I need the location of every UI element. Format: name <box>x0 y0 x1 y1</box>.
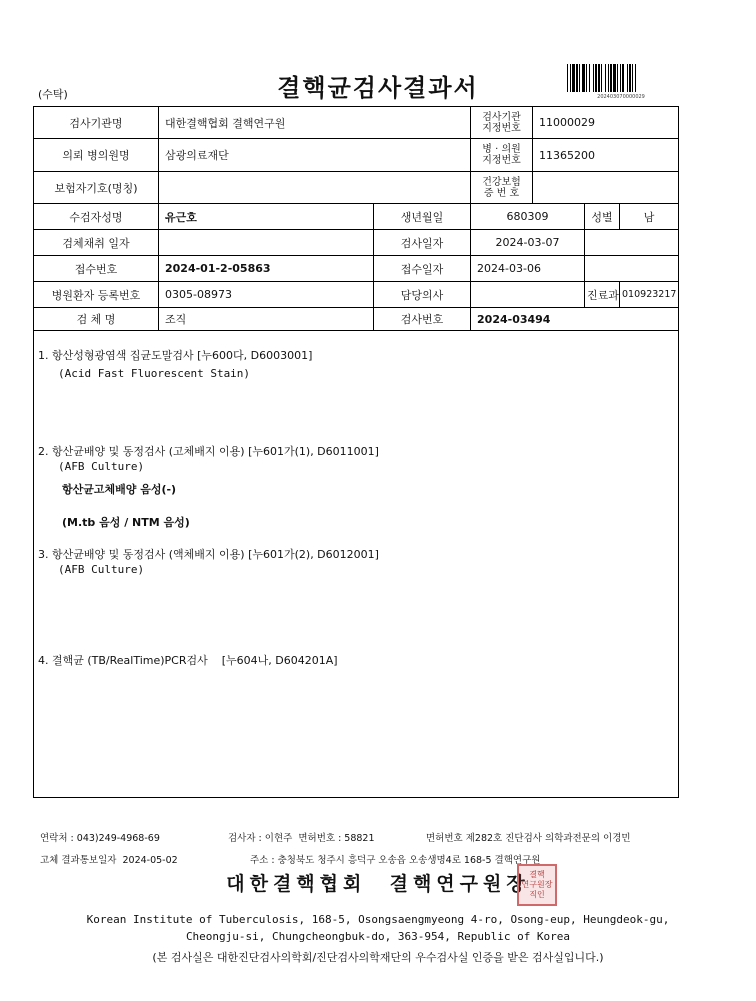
result-item-2: 2. 항산균배양 및 동정검사 (고체배지 이용) [누601가(1), D6011001] <box>38 445 379 458</box>
sex-label: 성별 <box>585 204 620 230</box>
insurance-no-label: 건강보험 증 번 호 <box>471 172 533 204</box>
patient-name-value: 유근호 <box>159 204 374 230</box>
barcode-bar <box>629 64 631 92</box>
collect-date-value <box>159 230 374 256</box>
barcode <box>567 64 675 92</box>
agency-no-label: 검사기관 지정번호 <box>471 107 533 139</box>
patient-info-table <box>33 106 679 331</box>
barcode-bar <box>613 64 616 92</box>
agency-label: 검사기관명 <box>34 107 159 139</box>
barcode-bar <box>595 64 597 92</box>
result-item-1-sub: (Acid Fast Fluorescent Stain) <box>58 367 251 380</box>
barcode-bar <box>570 64 571 92</box>
test-no-value: 2024-03494 <box>471 308 679 331</box>
sex-value: 남 <box>620 204 679 230</box>
address: 주소 : 충청북도 청주시 흥덕구 오송읍 오송생명4로 168-5 결핵연구원 <box>250 855 541 866</box>
barcode-bar <box>635 64 636 92</box>
result-item-3-sub: (AFB Culture) <box>58 563 145 576</box>
test-no-label: 검사번호 <box>374 308 471 331</box>
official-seal: 결핵 연구원장 직인 <box>517 864 557 906</box>
insurance-no-value <box>533 172 679 204</box>
institute-address-en-1: Korean Institute of Tuberculosis, 168-5, Osongsaengmyeong 4-ro, Osong-eup, Heungdeok-gu, <box>86 913 670 926</box>
contact-info: 연락처 : 043)249-4968-69 <box>40 833 160 844</box>
barcode-bar <box>627 64 628 92</box>
barcode-bar <box>567 64 568 92</box>
barcode-bar <box>586 64 587 92</box>
institute-address-en-2: Cheongju-si, Chungcheongbuk-do, 363-954, Republic of Korea <box>185 930 571 943</box>
report-date: 고체 결과통보일자 2024-05-02 <box>40 855 178 866</box>
barcode-bar <box>593 64 594 92</box>
barcode-bar <box>620 64 621 92</box>
barcode-bar <box>579 64 580 92</box>
barcode-bar <box>605 64 606 92</box>
document-title: 결핵균검사결과서 <box>277 74 479 102</box>
agency-no-value: 11000029 <box>533 107 679 139</box>
specimen-label: 검 체 명 <box>34 308 159 331</box>
barcode-bar <box>598 64 600 92</box>
barcode-bar <box>632 64 633 92</box>
insurer-value <box>159 172 471 204</box>
test-date-value: 2024-03-07 <box>471 230 585 256</box>
doctor-value <box>471 282 585 308</box>
barcode-number: 202403070000029 <box>597 94 645 100</box>
accession-label: 접수번호 <box>34 256 159 282</box>
patient-name-label: 수검자성명 <box>34 204 159 230</box>
hospital-reg-value: 0305-08973 <box>159 282 374 308</box>
result-item-4: 4. 결핵균 (TB/RealTime)PCR검사 [누604나, D604201A] <box>38 654 338 667</box>
barcode-bar <box>576 64 578 92</box>
certification-note: (본 검사실은 대한진단검사의학회/진단검사의학재단의 우수검사실 인증을 받은 검사실입니다.) <box>152 951 604 964</box>
receipt-date-value: 2024-03-06 <box>471 256 585 282</box>
specialist-info: 면허번호 제282호 진단검사 의학과전문의 이경민 <box>426 833 631 844</box>
dept-value: 010923217 <box>620 282 679 308</box>
requester-no-value: 11365200 <box>533 139 679 172</box>
collect-date-label: 검체채취 일자 <box>34 230 159 256</box>
requester-no-label: 병 · 의원 지정번호 <box>471 139 533 172</box>
test-date-label: 검사일자 <box>374 230 471 256</box>
receipt-label: (수탁) <box>38 88 68 101</box>
barcode-bar <box>610 64 612 92</box>
receipt-date-label: 접수일자 <box>374 256 471 282</box>
result-item-3: 3. 항산균배양 및 동정검사 (액체배지 이용) [누601가(2), D6012001] <box>38 548 379 561</box>
requester-label: 의뢰 병의원명 <box>34 139 159 172</box>
birth-value: 680309 <box>471 204 585 230</box>
barcode-bar <box>601 64 602 92</box>
result-item-2-detail: (M.tb 음성 / NTM 음성) <box>62 516 190 529</box>
barcode-bar <box>572 64 575 92</box>
accession-value: 2024-01-2-05863 <box>159 256 374 282</box>
barcode-bar <box>589 64 590 92</box>
insurer-label: 보험자기호(명칭) <box>34 172 159 204</box>
requester-value: 삼광의료재단 <box>159 139 471 172</box>
doctor-label: 담당의사 <box>374 282 471 308</box>
barcode-bar <box>617 64 618 92</box>
hospital-reg-label: 병원환자 등록번호 <box>34 282 159 308</box>
result-item-2-sub: (AFB Culture) <box>58 460 145 473</box>
barcode-bar <box>582 64 585 92</box>
barcode-bar <box>622 64 624 92</box>
specimen-value: 조직 <box>159 308 374 331</box>
birth-label: 생년월일 <box>374 204 471 230</box>
examiner-info: 검사자 : 이현주 면허번호 : 58821 <box>228 833 375 844</box>
barcode-bar <box>608 64 609 92</box>
institute-name-ko: 대한결핵협회 결핵연구원장 <box>226 873 530 895</box>
agency-value: 대한결핵협회 결핵연구원 <box>159 107 471 139</box>
dept-label: 진료과 <box>585 282 620 308</box>
result-item-2-finding: 항산균고체배양 음성(-) <box>62 483 177 496</box>
result-item-1: 1. 항산성형광염색 집균도말검사 [누600다, D6003001] <box>38 349 313 362</box>
